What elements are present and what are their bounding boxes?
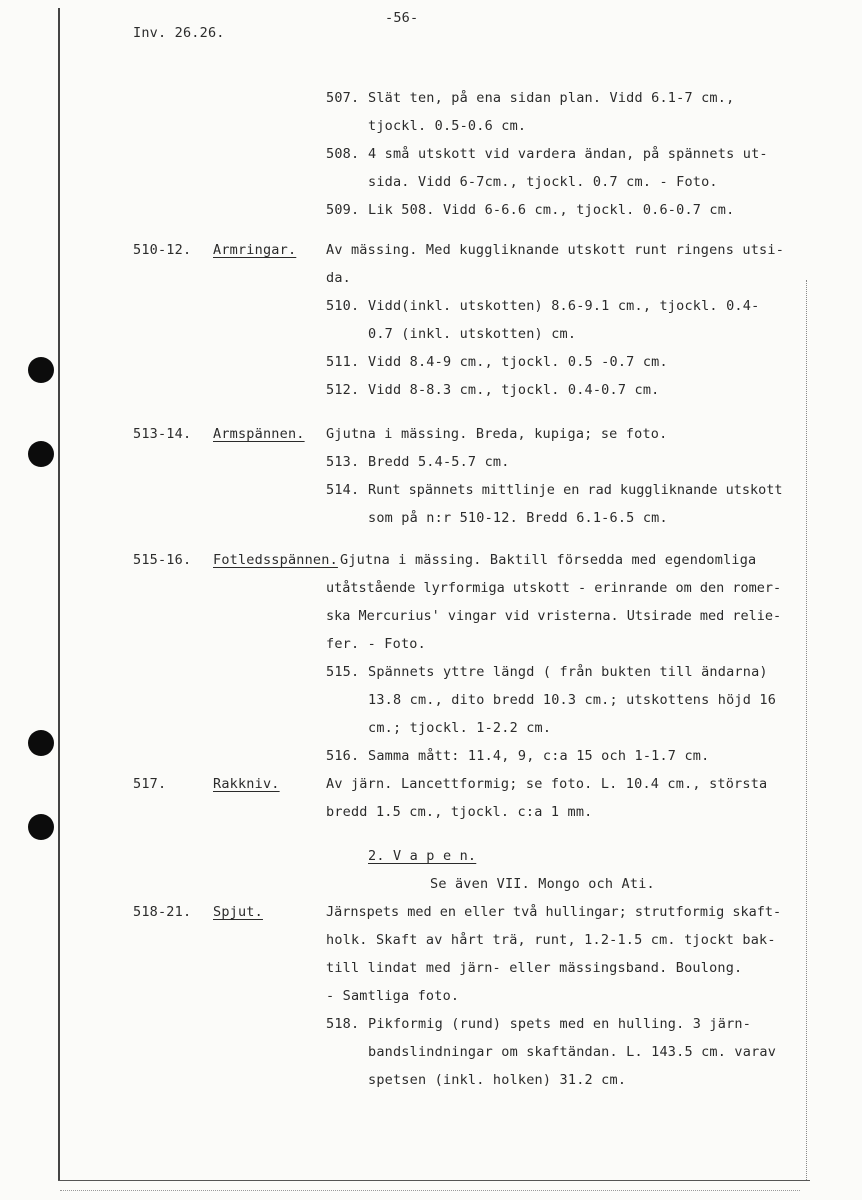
group-range: 510-12. bbox=[133, 242, 192, 258]
entry-number: 510. bbox=[326, 298, 360, 314]
punch-hole bbox=[28, 730, 54, 756]
entry-number: 508. bbox=[326, 146, 360, 162]
group-description: Järnspets med en eller två hullingar; strutformig skaft- bbox=[326, 904, 782, 920]
inventory-number: Inv. 26.26. bbox=[133, 25, 225, 41]
bottom-dotted-edge bbox=[60, 1190, 800, 1191]
entry-number: 511. bbox=[326, 354, 360, 370]
group-term: Armspännen. bbox=[213, 426, 305, 442]
entry-text: Runt spännets mittlinje en rad kuggliknande utskott bbox=[368, 482, 783, 498]
group-description: fer. - Foto. bbox=[326, 636, 426, 652]
entry-text: Vidd 8-8.3 cm., tjockl. 0.4-0.7 cm. bbox=[368, 382, 660, 398]
left-margin-line bbox=[58, 8, 60, 1180]
group-description: - Samtliga foto. bbox=[326, 988, 460, 1004]
group-term: Fotledsspännen. bbox=[213, 552, 338, 568]
entry-text: Spännets yttre längd ( från bukten till ändarna) bbox=[368, 664, 768, 680]
entry-number: 516. bbox=[326, 748, 360, 764]
group-description: ska Mercurius' vingar vid vristerna. Utsirade med relie- bbox=[326, 608, 782, 624]
group-description: Gjutna i mässing. Breda, kupiga; se foto. bbox=[326, 426, 668, 442]
group-description: holk. Skaft av hårt trä, runt, 1.2-1.5 cm. tjockt bak- bbox=[326, 932, 776, 948]
entry-number: 513. bbox=[326, 454, 360, 470]
entry-number: 518. bbox=[326, 1016, 360, 1032]
entry-text: cm.; tjockl. 1-2.2 cm. bbox=[368, 720, 552, 736]
entry-number: 514. bbox=[326, 482, 360, 498]
entry-text: 13.8 cm., dito bredd 10.3 cm.; utskottens höjd 16 bbox=[368, 692, 777, 708]
entry-text: Slät ten, på ena sidan plan. Vidd 6.1-7 cm., bbox=[368, 90, 735, 106]
section-heading: 2. V a p e n. bbox=[368, 848, 477, 864]
bottom-margin-line bbox=[58, 1180, 810, 1181]
punch-hole bbox=[28, 357, 54, 383]
entry-text: Pikformig (rund) spets med en hulling. 3 järn- bbox=[368, 1016, 752, 1032]
entry-number: 512. bbox=[326, 382, 360, 398]
entry-text: Vidd 8.4-9 cm., tjockl. 0.5 -0.7 cm. bbox=[368, 354, 668, 370]
entry-text: 4 små utskott vid vardera ändan, på spännets ut- bbox=[368, 146, 768, 162]
entry-text: som på n:r 510-12. Bredd 6.1-6.5 cm. bbox=[368, 510, 668, 526]
page-number: -56- bbox=[385, 10, 419, 26]
group-description: bredd 1.5 cm., tjockl. c:a 1 mm. bbox=[326, 804, 593, 820]
group-term: Armringar. bbox=[213, 242, 297, 258]
group-range: 518-21. bbox=[133, 904, 192, 920]
entry-text: Lik 508. Vidd 6-6.6 cm., tjockl. 0.6-0.7 cm. bbox=[368, 202, 735, 218]
entry-text: 0.7 (inkl. utskotten) cm. bbox=[368, 326, 577, 342]
entry-text: sida. Vidd 6-7cm., tjockl. 0.7 cm. - Foto. bbox=[368, 174, 718, 190]
entry-text: spetsen (inkl. holken) 31.2 cm. bbox=[368, 1072, 627, 1088]
group-term: Rakkniv. bbox=[213, 776, 280, 792]
entry-text: Bredd 5.4-5.7 cm. bbox=[368, 454, 510, 470]
group-description: Av järn. Lancettformig; se foto. L. 10.4 cm., största bbox=[326, 776, 768, 792]
punch-hole bbox=[28, 814, 54, 840]
group-range: 517. bbox=[133, 776, 167, 792]
entry-text: Samma mått: 11.4, 9, c:a 15 och 1-1.7 cm. bbox=[368, 748, 710, 764]
entry-text: bandslindningar om skaftändan. L. 143.5 cm. varav bbox=[368, 1044, 777, 1060]
group-description: Gjutna i mässing. Baktill försedda med egendomliga bbox=[340, 552, 757, 568]
group-description: da. bbox=[326, 270, 351, 286]
see-also-note: Se även VII. Mongo och Ati. bbox=[430, 876, 655, 892]
group-description: Av mässing. Med kuggliknande utskott runt ringens utsi- bbox=[326, 242, 785, 258]
entry-text: tjockl. 0.5-0.6 cm. bbox=[368, 118, 527, 134]
group-description: utåtstående lyrformiga utskott - erinrande om den romer- bbox=[326, 580, 782, 596]
group-range: 515-16. bbox=[133, 552, 192, 568]
group-description: till lindat med järn- eller mässingsband. Boulong. bbox=[326, 960, 743, 976]
right-dotted-edge bbox=[806, 280, 807, 1180]
entry-text: Vidd(inkl. utskotten) 8.6-9.1 cm., tjockl. 0.4- bbox=[368, 298, 760, 314]
entry-number: 509. bbox=[326, 202, 360, 218]
entry-number: 515. bbox=[326, 664, 360, 680]
group-range: 513-14. bbox=[133, 426, 192, 442]
entry-number: 507. bbox=[326, 90, 360, 106]
group-term: Spjut. bbox=[213, 904, 263, 920]
punch-hole bbox=[28, 441, 54, 467]
